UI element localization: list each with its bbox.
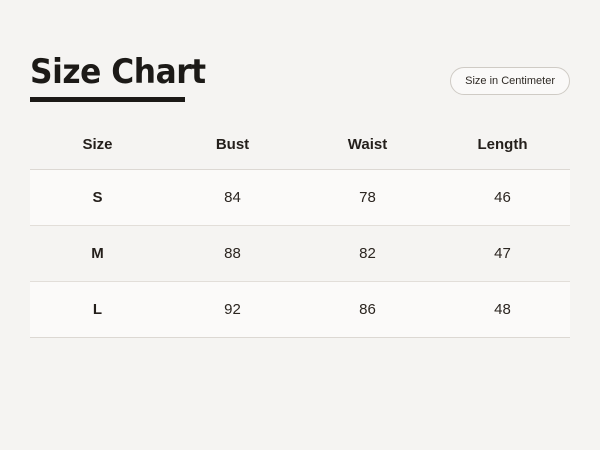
- cell-size: S: [30, 170, 165, 226]
- title-underline: [30, 97, 185, 102]
- table-row: [30, 170, 570, 226]
- size-chart-table: [30, 128, 570, 338]
- cell-waist: 86: [300, 282, 435, 338]
- table-row: [30, 282, 570, 338]
- table-header: [30, 128, 570, 170]
- header: [30, 52, 570, 102]
- cell-length: 46: [435, 170, 570, 226]
- title-block: [30, 52, 221, 102]
- cell-size: M: [30, 226, 165, 282]
- cell-bust: 88: [165, 226, 300, 282]
- column-header-bust: Bust: [165, 128, 300, 170]
- column-header-waist: Waist: [300, 128, 435, 170]
- column-header-size: Size: [30, 128, 165, 170]
- table-header-row: [30, 128, 570, 170]
- cell-size: L: [30, 282, 165, 338]
- cell-waist: 78: [300, 170, 435, 226]
- cell-bust: 84: [165, 170, 300, 226]
- unit-badge: Size in Centimeter: [450, 67, 570, 95]
- cell-bust: 92: [165, 282, 300, 338]
- page-title: Size Chart: [30, 52, 206, 92]
- cell-length: 48: [435, 282, 570, 338]
- column-header-length: Length: [435, 128, 570, 170]
- cell-waist: 82: [300, 226, 435, 282]
- cell-length: 47: [435, 226, 570, 282]
- table-body: [30, 170, 570, 338]
- table-row: [30, 226, 570, 282]
